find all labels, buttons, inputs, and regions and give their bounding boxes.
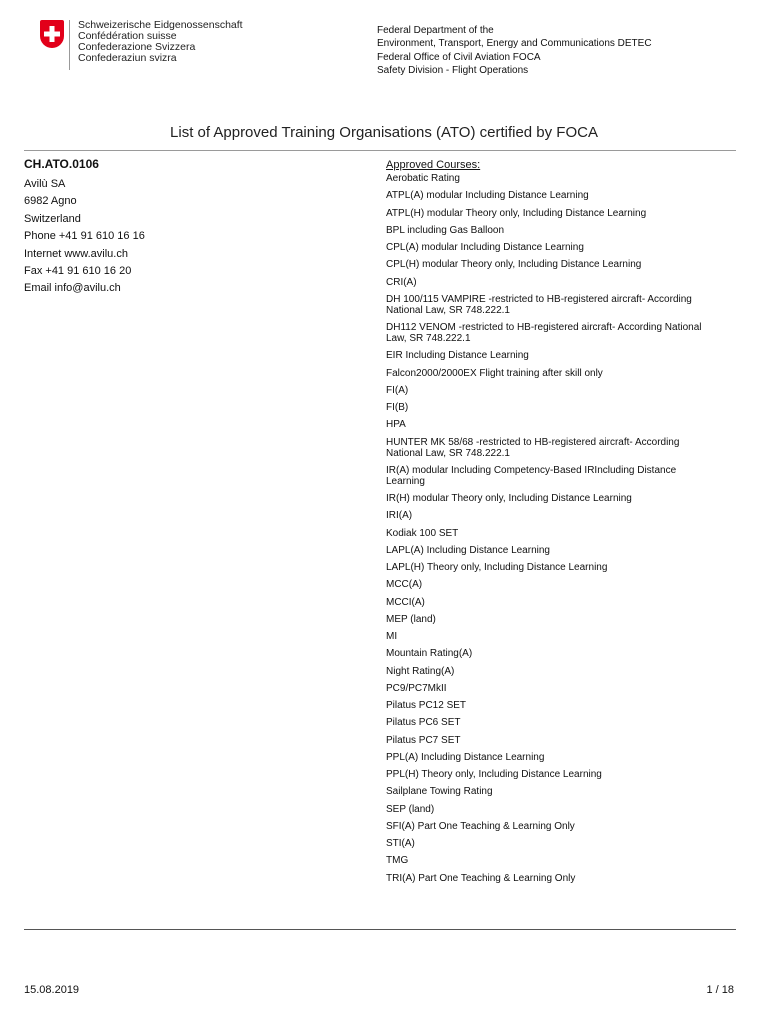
authority-names: [78, 20, 243, 64]
course-item: MCC(A): [386, 579, 423, 591]
course-item: Pilatus PC12 SET: [386, 700, 467, 711]
course-item: IRI(A): [386, 510, 413, 522]
org-postal: 6982 Agno: [24, 195, 77, 208]
authority-name-line: Confederaziun svizra: [78, 52, 177, 64]
courses-heading: Approved Courses:: [386, 159, 481, 171]
department-line: Environment, Transport, Energy and Communications DETEC: [377, 38, 652, 50]
divider: [24, 150, 736, 151]
authority-name-line: Schweizerische Eidgenossenschaft: [78, 19, 243, 31]
course-list: [386, 173, 706, 884]
course-item: HPA: [386, 419, 406, 431]
course-item: Sailplane Towing Rating: [386, 786, 493, 798]
org-fax: Fax +41 91 610 16 20: [24, 265, 132, 278]
org-email: Email info@avilu.ch: [24, 282, 121, 295]
course-item: MEP (land): [386, 613, 436, 625]
course-item: PC9/PC7MkII: [386, 682, 447, 694]
course-item: IR(H) modular Theory only, Including Distance Learning: [386, 493, 632, 504]
department-line: Safety Division - Flight Operations: [377, 64, 529, 76]
footer-date: 15.08.2019: [24, 984, 80, 996]
course-item: LAPL(H) Theory only, Including Distance Learning: [386, 562, 608, 573]
course-item: DH112 VENOM -restricted to HB-registered aircraft- According National Law, SR 748.222.1: [386, 322, 702, 344]
organisation-details: [24, 157, 145, 298]
course-item: Pilatus PC7 SET: [386, 734, 461, 746]
swiss-cross-icon: [40, 20, 64, 48]
course-item: MI: [386, 631, 398, 642]
course-item: ATPL(H) modular Theory only, Including Distance Learning: [386, 207, 647, 219]
course-item: TMG: [386, 855, 409, 867]
authority-name-line: Confédération suisse: [78, 30, 177, 42]
department-info: [377, 24, 652, 77]
course-item: Night Rating(A): [386, 665, 455, 677]
course-item: EIR Including Distance Learning: [386, 350, 529, 362]
org-internet: Internet www.avilu.ch: [24, 247, 128, 260]
course-item: STI(A): [386, 838, 415, 849]
approved-courses: [386, 157, 706, 890]
course-item: Kodiak 100 SET: [386, 527, 459, 539]
course-item: Aerobatic Rating: [386, 173, 460, 184]
org-country: Switzerland: [24, 212, 81, 225]
footer-divider: [24, 929, 736, 930]
course-item: SFI(A) Part One Teaching & Learning Only: [386, 820, 575, 832]
course-item: BPL including Gas Balloon: [386, 224, 505, 236]
department-line: Federal Office of Civil Aviation FOCA: [377, 51, 541, 63]
page-title: List of Approved Training Organisations (ATO) certified by FOCA: [170, 124, 598, 141]
course-item: MCCI(A): [386, 596, 425, 608]
course-item: Pilatus PC6 SET: [386, 717, 461, 729]
course-item: TRI(A) Part One Teaching & Learning Only: [386, 872, 576, 884]
course-item: CPL(H) modular Theory only, Including Distance Learning: [386, 259, 642, 271]
course-item: LAPL(A) Including Distance Learning: [386, 544, 550, 556]
org-name: Avilù SA: [24, 178, 66, 190]
course-item: Mountain Rating(A): [386, 648, 473, 660]
course-item: CPL(A) modular Including Distance Learning: [386, 242, 584, 253]
course-item: PPL(A) Including Distance Learning: [386, 751, 545, 763]
course-item: ATPL(A) modular Including Distance Learning: [386, 190, 589, 202]
org-phone: Phone +41 91 610 16 16: [24, 230, 145, 243]
authority-name-line: Confederazione Svizzera: [78, 41, 196, 53]
page-number: 1 / 18: [706, 984, 734, 996]
logo-divider: [69, 20, 70, 70]
department-line: Federal Department of the: [377, 25, 494, 36]
course-item: PPL(H) Theory only, Including Distance Learning: [386, 769, 602, 780]
course-item: CRI(A): [386, 276, 417, 288]
course-item: IR(A) modular Including Competency-Based IRIncluding Distance Learning: [386, 464, 677, 487]
course-item: SEP (land): [386, 803, 435, 815]
course-item: FI(A): [386, 384, 409, 396]
course-item: HUNTER MK 58/68 -restricted to HB-registered aircraft- According National Law, SR 748.222.1: [386, 436, 680, 459]
ato-code: CH.ATO.0106: [24, 157, 99, 171]
swiss-confederation-logo: [40, 20, 243, 64]
course-item: Falcon2000/2000EX Flight training after skill only: [386, 367, 603, 379]
course-item: DH 100/115 VAMPIRE -restricted to HB-registered aircraft- According National Law, SR 748.222.1: [386, 293, 692, 316]
course-item: FI(B): [386, 402, 409, 413]
